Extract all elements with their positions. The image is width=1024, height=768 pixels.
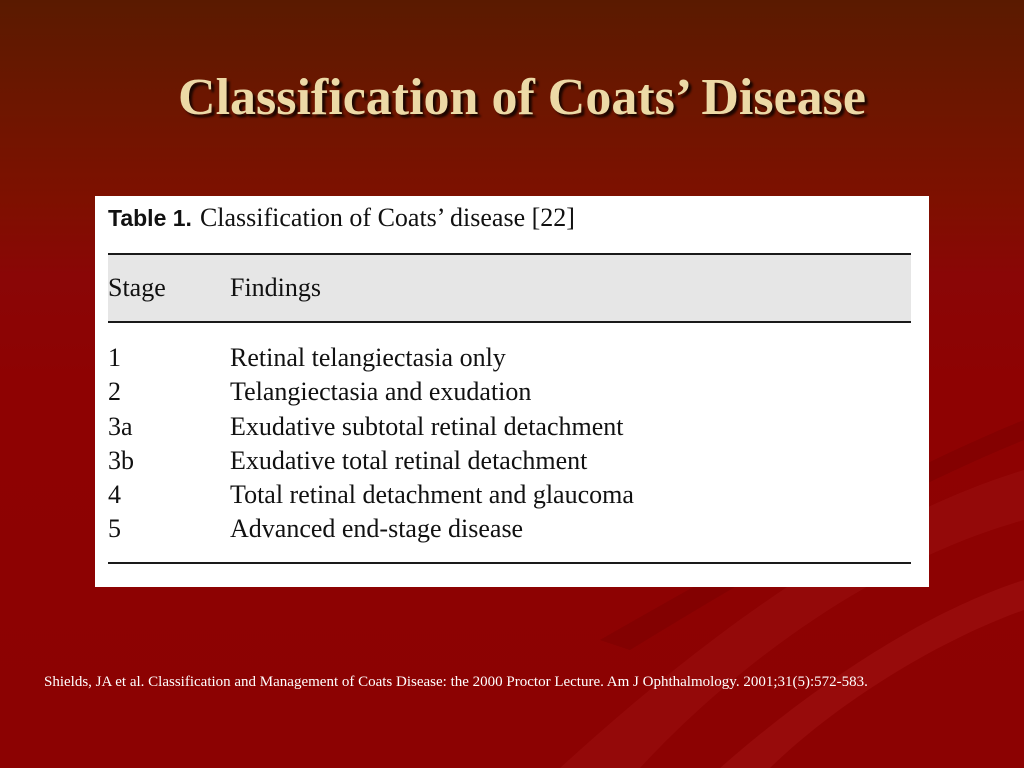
table-caption — [108, 198, 575, 238]
classification-table-image — [95, 196, 929, 587]
finding-cell: Exudative subtotal retinal detachment — [230, 412, 624, 441]
finding-cell: Total retinal detachment and glaucoma — [230, 480, 634, 509]
table-row — [95, 512, 929, 546]
table-row — [95, 478, 929, 512]
table-row — [95, 341, 929, 375]
finding-cell: Telangiectasia and exudation — [230, 377, 532, 406]
table-row — [95, 375, 929, 409]
finding-cell: Retinal telangiectasia only — [230, 343, 506, 372]
table-bottom-rule — [108, 562, 911, 564]
table-row — [95, 410, 929, 444]
slide-title: Classification of Coats’ Disease — [178, 69, 866, 126]
finding-cell: Advanced end-stage disease — [230, 514, 524, 543]
table-caption-text: Classification of Coats’ disease [22] — [199, 203, 575, 232]
table-header-rule — [108, 321, 911, 323]
stage-cell: 2 — [108, 377, 121, 406]
citation-footnote: Shields, JA et al. Classification and Management of Coats Disease: the 2000 Proctor Lecture. Am J Ophthalmology. 2001;31(5):572-583. — [44, 674, 868, 690]
header-stage: Stage — [108, 273, 166, 302]
table-header-band — [108, 255, 911, 321]
finding-cell: Exudative total retinal detachment — [230, 446, 588, 475]
table-row — [95, 444, 929, 478]
stage-cell: 3b — [108, 446, 134, 475]
stage-cell: 4 — [108, 480, 121, 509]
header-findings: Findings — [230, 273, 322, 302]
stage-cell: 3a — [108, 412, 133, 441]
stage-cell: 1 — [108, 343, 121, 372]
stage-cell: 5 — [108, 514, 121, 543]
table-caption-label: Table 1. — [108, 205, 192, 231]
